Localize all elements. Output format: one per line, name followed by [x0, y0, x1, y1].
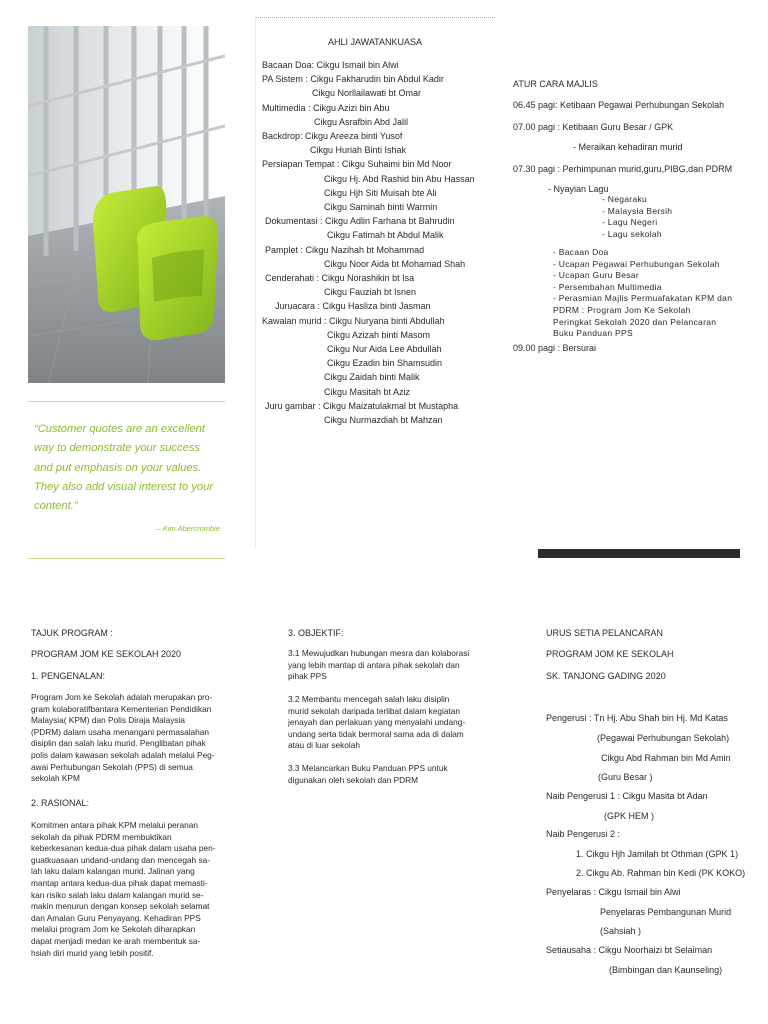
hero-photo — [28, 26, 225, 383]
dotted-divider-top — [255, 17, 495, 18]
committee-line: Multimedia : Cikgu Azizi bin Abu — [262, 102, 390, 113]
committee-line: Bacaan Doa: Cikgu Ismail bin Alwi — [262, 60, 399, 70]
committee-line: Kawalan murid : Cikgu Nuryana binti Abdullah — [262, 315, 445, 326]
urus-setia-line: (GPK HEM ) — [604, 811, 655, 821]
committee-line: Cikgu Fatimah bt Abdul Malik — [327, 230, 444, 241]
program-name: PROGRAM JOM KE SEKOLAH 2020 — [31, 649, 182, 659]
committee-line: Cikgu Saminah binti Warmin — [324, 202, 438, 212]
committee-line: Cikgu Hjh Siti Muisah bte Ali — [324, 187, 437, 198]
urus-setia-sekolah: SK. TANJONG GADING 2020 — [546, 671, 666, 681]
urus-setia-line: 1. Cikgu Hjh Jamilah bt Othman (GPK 1) — [576, 849, 739, 859]
event-list — [553, 247, 758, 340]
committee-line: Cikgu Ezadin bin Shamsudin — [327, 358, 443, 369]
song-item: - Lagu Negeri — [602, 217, 658, 228]
committee-line: Juruacara : Cikgu Hasliza binti Jasman — [275, 301, 431, 312]
committee-line: Cikgu Asrafbin Abd Jalil — [314, 116, 409, 127]
urus-setia-line: Naib Pengerusi 2 : — [546, 829, 621, 839]
committee-line: Cikgu Noor Aida bt Mohamad Shah — [324, 258, 466, 269]
committee-line: Cikgu Hj. Abd Rashid bin Abu Hassan — [324, 173, 475, 184]
committee-line: Cikgu Norllailawati bt Omar — [312, 88, 422, 99]
dark-bar — [538, 549, 740, 558]
event-item: - Perasmian Majlis Permuafakatan KPM dan PDRM : Program Jom Ke Sekolah Peringkat Sekolah 2020 dan Pelancaran Buku Panduan PPS — [553, 293, 733, 339]
committee-line: Pamplet : Cikgu Nazihah bt Mohammad — [265, 244, 425, 255]
committee-line: Cikgu Nur Aida Lee Abdullah — [327, 344, 442, 354]
song-item: - Negaraku — [602, 194, 648, 204]
committee-line: Juru gambar : Cikgu Maizatulakmal bt Mustapha — [265, 400, 459, 411]
song-item: - Lagu sekolah — [602, 228, 662, 239]
committee-line: Cikgu Azizah binti Masom — [327, 329, 431, 340]
quote-bottom-rule — [28, 558, 225, 559]
atur-cara-title: ATUR CARA MAJLIS — [513, 79, 598, 89]
committee-line: Cikgu Nurmazdiah bt Mahzan — [324, 415, 443, 425]
urus-setia-line: (Guru Besar ) — [598, 772, 653, 782]
committee-line: Dokumentasi : Cikgu Adlin Farhana bt Bahrudin — [265, 216, 455, 227]
committee-line: PA Sistem : Cikgu Fakharudin bin Abdul Kadir — [262, 74, 444, 85]
committee-title: AHLI JAWATANKUASA — [328, 37, 423, 47]
pengenalan-heading: 1. PENGENALAN: — [31, 671, 106, 681]
rasional-text: Komitmen antara pihak KPM melalui peranan sekolah da pihak PDRM membuktikan keberkesanan kedua-dua pihak dalam usaha pen- guatkuasaan undand-undang dan mencegah sa- lah laku dalam kalangan murid. Jalinan yang mantap antara kedua-dua pihak dapat memasti- kan risiko salah laku dalam kalangan murid se- makin menurun dengan konsep sekolah selamat dan Amalan Guru Penyayang. Kehadiran PPS melalui program Jom ke Sekolah diharapkan dapat menjadi medan ke arah membentuk sa- hsiah diri murid yang lebih positif. — [31, 820, 216, 958]
tajuk-program: TAJUK PROGRAM : — [31, 628, 113, 638]
urus-setia-title: URUS SETIA PELANCARAN — [546, 628, 664, 638]
objektif-3-2: 3.2 Membantu mencegah salah laku disiplin murid sekolah daripada terlibat dalam kegiatan jenayah dan perlakuan yang menyalahi undang- undang serta tidak bermoral sama ada di dalam atau di luar sekolah — [288, 694, 466, 751]
event-item: - Ucapan Guru Besar — [553, 270, 640, 281]
dotted-divider-side — [255, 17, 256, 547]
pengenalan-text: Program Jom ke Sekolah adalah merupakan pro- gram kolaboratifbantara Kementerian Pendidikan Malaysia( KPM) dan Polis Diraja Malaysia (PDRM) dalam usaha menangani permasalahan disiplin dan salah laku murid. Penglibatan pihak polis dalam kawasan sekolah adalah melalui Peg- awai Perhubungan Sekolah (PPS) di semua sekolah KPM — [31, 692, 215, 784]
objektif-heading: 3. OBJEKTIF: — [288, 628, 344, 638]
event-item: - Bacaan Doa — [553, 247, 609, 257]
urus-setia-line: (Bimbingan dan Kaunseling) — [609, 965, 723, 975]
atur-cara-item-1: 06.45 pagi: Ketibaan Pegawai Perhubungan Sekolah — [513, 100, 725, 110]
committee-line: Cenderahati : Cikgu Norashikin bt Isa — [265, 273, 415, 283]
urus-setia-program: PROGRAM JOM KE SEKOLAH — [546, 649, 674, 659]
committee-line: Backdrop: Cikgu Areeza binti Yusof — [262, 131, 403, 141]
objektif-3-1: 3.1 Mewujudkan hubungan mesra dan kolaborasi yang lebih mantap di antara pihak sekolah dan pihak PPS — [288, 648, 470, 682]
atur-cara-item-2: 07.00 pagi : Ketibaan Guru Besar / GPK — [513, 122, 674, 132]
urus-setia-line: Penyelaras : Cikgu Ismail bin Alwi — [546, 887, 681, 897]
atur-cara-item-2-note: - Meraikan kehadiran murid — [573, 142, 683, 152]
urus-setia-line: (Sahsiah ) — [600, 926, 642, 936]
event-item: - Persembahan Multimedia — [553, 281, 662, 292]
urus-setia-line: Pengerusi : Tn Hj. Abu Shah bin Hj. Md Katas — [546, 713, 728, 723]
committee-line: Cikgu Huriah Binti Ishak — [310, 145, 407, 156]
objektif-3-3: 3.3 Melancarkan Buku Panduan PPS untuk digunakan oleh sekolah dan PDRM — [288, 763, 448, 785]
atur-cara-item-last: 09.00 pagi : Bersurai — [513, 343, 597, 353]
urus-setia-line: Cikgu Abd Rahman bin Md Amin — [601, 753, 731, 763]
song-item: - Malaysia Bersih — [602, 205, 673, 216]
committee-line: Cikgu Fauziah bt Isnen — [324, 287, 417, 298]
committee-line: Persiapan Tempat : Cikgu Suhaimi bin Md Noor — [262, 159, 452, 170]
song-list — [602, 194, 672, 240]
quote-author: – Kim Abercrombie — [156, 524, 220, 533]
committee-line: Cikgu Masitah bt Aziz — [324, 386, 411, 397]
urus-setia-line: Penyelaras Pembangunan Murid — [600, 907, 732, 917]
urus-setia-line: Naib Pengerusi 1 : Cikgu Masita bt Adan — [546, 791, 708, 801]
committee-line: Cikgu Zaidah binti Malik — [324, 372, 420, 383]
event-item: - Ucapan Pegawai Perhubungan Sekolah — [553, 258, 720, 269]
rasional-heading: 2. RASIONAL: — [31, 798, 90, 808]
quote-top-rule — [28, 401, 225, 402]
urus-setia-line: Setiausaha : Cikgu Noorhaizi bt Selaiman — [546, 945, 713, 955]
urus-setia-line: (Pegawai Perhubungan Sekolah) — [597, 733, 730, 743]
atur-cara-item-3: 07.30 pagi : Perhimpunan murid,guru,PIBG,dan PDRM — [513, 164, 733, 174]
nyanyian-lagu: - Nyayian Lagu — [548, 184, 609, 194]
urus-setia-line: 2. Cikgu Ab. Rahman bin Kedi (PK KOKO) — [576, 868, 746, 878]
customer-quote: “Customer quotes are an excellent way to demonstrate your success and put emphasis on your values. They also add visual interest to your content.” — [34, 423, 214, 513]
